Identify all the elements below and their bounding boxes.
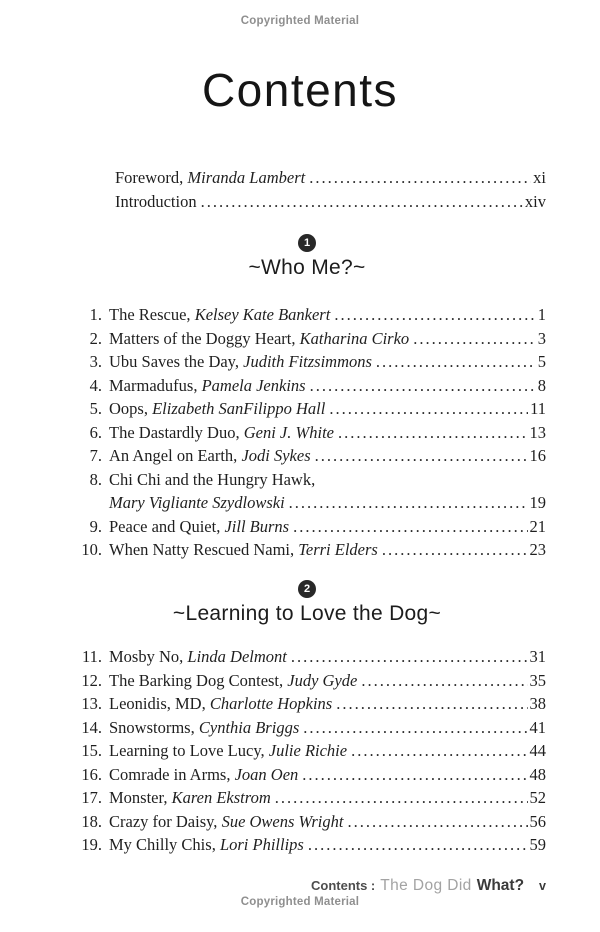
entry-page-number: 41: [529, 717, 546, 737]
entry-number: 6.: [89, 422, 102, 442]
entry-author: Mary Vigliante Szydlowski: [109, 493, 285, 512]
entry-page-number: 11: [530, 399, 546, 418]
dot-leader: [336, 692, 527, 716]
dot-leader: [289, 491, 528, 515]
entry-title: Leonidis, MD,: [109, 694, 206, 713]
entry-text: [109, 786, 271, 810]
entry-number: 1.: [89, 305, 102, 324]
entry-text: [109, 374, 306, 398]
entry-number: 17.: [81, 788, 102, 807]
toc-entry: [68, 327, 546, 351]
entry-number: 8.: [89, 469, 102, 489]
entry-author: Judy Gyde: [287, 670, 358, 690]
entry-page-number: 19: [529, 493, 546, 512]
dot-leader: [309, 166, 531, 190]
page-title: Contents: [201, 64, 399, 116]
entry-page-number: 23: [529, 540, 546, 559]
entry-text: [109, 303, 330, 327]
entry-author: Joan Oen: [234, 764, 299, 784]
dot-leader: [293, 515, 527, 539]
dot-leader: [308, 833, 528, 857]
entry-title: Crazy for Daisy,: [109, 811, 218, 831]
entry-text: [115, 166, 305, 190]
entry-number: 4.: [89, 375, 102, 395]
toc-entry: [68, 645, 546, 669]
entry-text: [109, 833, 304, 857]
entry-author: Geni J. White: [243, 422, 334, 442]
entry-author: Jodi Sykes: [241, 446, 311, 465]
entry-page-number: 13: [529, 422, 546, 442]
entry-text: [109, 810, 343, 834]
dot-leader: [201, 190, 523, 214]
entry-title: My Chilly Chis,: [109, 835, 216, 854]
entry-text: [109, 538, 378, 562]
entry-author: Jill Burns: [224, 516, 290, 536]
section-title: ~Who Me?~: [248, 256, 366, 279]
section-number-badge: 1: [298, 234, 316, 252]
entry-text: [109, 739, 347, 763]
entry-text: [109, 397, 325, 421]
entry-text: [109, 327, 409, 351]
toc-entry: [68, 538, 546, 562]
entry-title: Chi Chi and the Hungry Hawk,: [109, 469, 316, 489]
entry-author: Linda Delmont: [187, 647, 287, 666]
entry-number: 10.: [81, 540, 102, 559]
entry-number: 5.: [89, 399, 102, 418]
entry-page-number: 8: [537, 375, 546, 395]
entry-author: Karen Ekstrom: [171, 788, 271, 807]
entry-title: Oops,: [109, 399, 148, 418]
entry-page-number: 3: [537, 328, 546, 348]
copyright-notice-bottom: Copyrighted Material: [240, 896, 360, 908]
dot-leader: [275, 786, 528, 810]
entry-number: 16.: [81, 764, 102, 784]
entry-number: 9.: [89, 516, 102, 536]
toc-entry: [68, 491, 546, 515]
section-number-badge: 2: [298, 580, 316, 598]
entry-author: Judith Fitzsimmons: [243, 352, 372, 371]
dot-leader: [413, 327, 536, 351]
entry-text: [109, 350, 372, 374]
entry-number: 2.: [89, 328, 102, 348]
toc-entry: [68, 421, 546, 445]
entry-number: 13.: [81, 694, 102, 713]
toc-entry: [68, 739, 546, 763]
copyright-notice-top: Copyrighted Material: [240, 15, 360, 27]
entry-page-number: xi: [533, 168, 546, 187]
entry-page-number: 16: [529, 446, 546, 465]
toc-entry: [108, 166, 546, 190]
entry-author: Julie Richie: [268, 741, 348, 760]
entry-title: Snowstorms,: [109, 717, 195, 737]
entry-number: 18.: [81, 811, 102, 831]
entry-author: Cynthia Briggs: [198, 717, 300, 737]
footer-book-title-light: The Dog Did: [380, 877, 472, 894]
toc-entry: [68, 350, 546, 374]
entry-page-number: 59: [529, 835, 546, 854]
entry-page-number: 44: [529, 741, 546, 760]
entry-title: Mosby No,: [109, 647, 184, 666]
dot-leader: [382, 538, 528, 562]
toc-entry: [68, 716, 546, 740]
entry-page-number: xiv: [524, 192, 546, 211]
dot-leader: [291, 645, 528, 669]
entry-title: Marmadufus,: [109, 375, 198, 395]
toc-entry: [68, 763, 546, 787]
toc-entry: [68, 397, 546, 421]
entry-page-number: 31: [529, 647, 546, 666]
entry-title: The Barking Dog Contest,: [109, 670, 284, 690]
entry-number: 19.: [81, 835, 102, 854]
dot-leader: [376, 350, 536, 374]
dot-leader: [334, 303, 535, 327]
section-title: ~Learning to Love the Dog~: [172, 602, 442, 625]
toc-section: [68, 234, 546, 562]
entry-page-number: 38: [529, 694, 546, 713]
entry-author: Terri Elders: [298, 540, 378, 559]
toc-entry: [68, 786, 546, 810]
entry-author: Sue Owens Wright: [221, 811, 344, 831]
entry-title: When Natty Rescued Nami,: [109, 540, 295, 559]
footer-page-number: v: [539, 879, 546, 893]
dot-leader: [315, 444, 528, 468]
entry-number: 12.: [81, 670, 102, 690]
entry-text: [109, 692, 332, 716]
toc-entry: [68, 810, 546, 834]
entry-number: 14.: [81, 717, 102, 737]
footer: [311, 877, 546, 895]
dot-leader: [347, 810, 527, 834]
entry-number: 3.: [89, 352, 102, 371]
entry-title: Ubu Saves the Day,: [109, 352, 239, 371]
entry-author: Kelsey Kate Bankert: [194, 305, 331, 324]
entry-number: 7.: [89, 446, 102, 465]
toc-entry: [68, 669, 546, 693]
entry-title: Monster,: [109, 788, 168, 807]
entry-page-number: 21: [529, 516, 546, 536]
dot-leader: [361, 669, 527, 693]
toc-entry: [108, 190, 546, 214]
entry-title: Matters of the Doggy Heart,: [109, 328, 296, 348]
entry-text: [109, 515, 289, 539]
entry-text: [109, 491, 285, 515]
toc-entry: [68, 692, 546, 716]
toc-entry: [68, 444, 546, 468]
entry-title: Learning to Love Lucy,: [109, 741, 265, 760]
entry-number: 15.: [81, 741, 102, 760]
dot-leader: [329, 397, 528, 421]
toc-entry: [68, 468, 546, 492]
toc-entry: [68, 515, 546, 539]
entry-title: Foreword,: [115, 168, 184, 187]
entry-title: Comrade in Arms,: [109, 764, 231, 784]
toc-entry: [68, 303, 546, 327]
entry-page-number: 5: [537, 352, 546, 371]
entry-text: [109, 468, 315, 492]
entry-page-number: 1: [537, 305, 546, 324]
entry-text: [109, 444, 311, 468]
front-matter-list: [108, 166, 546, 214]
entry-page-number: 35: [529, 670, 546, 690]
entry-title: The Rescue,: [109, 305, 191, 324]
entry-text: [115, 190, 197, 214]
entry-text: [109, 421, 334, 445]
entry-page-number: 52: [529, 788, 546, 807]
entry-page-number: 56: [529, 811, 546, 831]
dot-leader: [351, 739, 527, 763]
dot-leader: [338, 421, 528, 445]
toc-section: [68, 580, 546, 857]
entry-author: Pamela Jenkins: [201, 375, 306, 395]
toc-entry: [68, 374, 546, 398]
entry-title: Peace and Quiet,: [109, 516, 221, 536]
dot-leader: [310, 374, 536, 398]
toc-entry: [68, 833, 546, 857]
dot-leader: [303, 716, 527, 740]
entry-author: Charlotte Hopkins: [209, 694, 333, 713]
dot-leader: [302, 763, 527, 787]
section-entries: [68, 303, 546, 562]
entry-title: The Dastardly Duo,: [109, 422, 240, 442]
entry-text: [109, 716, 299, 740]
entry-text: [109, 763, 298, 787]
footer-book-title-bold: What?: [476, 877, 525, 894]
entry-author: Miranda Lambert: [187, 168, 306, 187]
entry-author: Katharina Cirko: [299, 328, 410, 348]
entry-author: Elizabeth SanFilippo Hall: [152, 399, 326, 418]
entry-page-number: 48: [529, 764, 546, 784]
entry-title: An Angel on Earth,: [109, 446, 238, 465]
entry-text: [109, 645, 287, 669]
entry-number: 11.: [81, 647, 102, 666]
footer-section-label: Contents :: [310, 878, 376, 893]
section-entries: [68, 645, 546, 857]
entry-author: Lori Phillips: [219, 835, 304, 854]
entry-title: Introduction: [115, 192, 197, 211]
entry-text: [109, 669, 357, 693]
